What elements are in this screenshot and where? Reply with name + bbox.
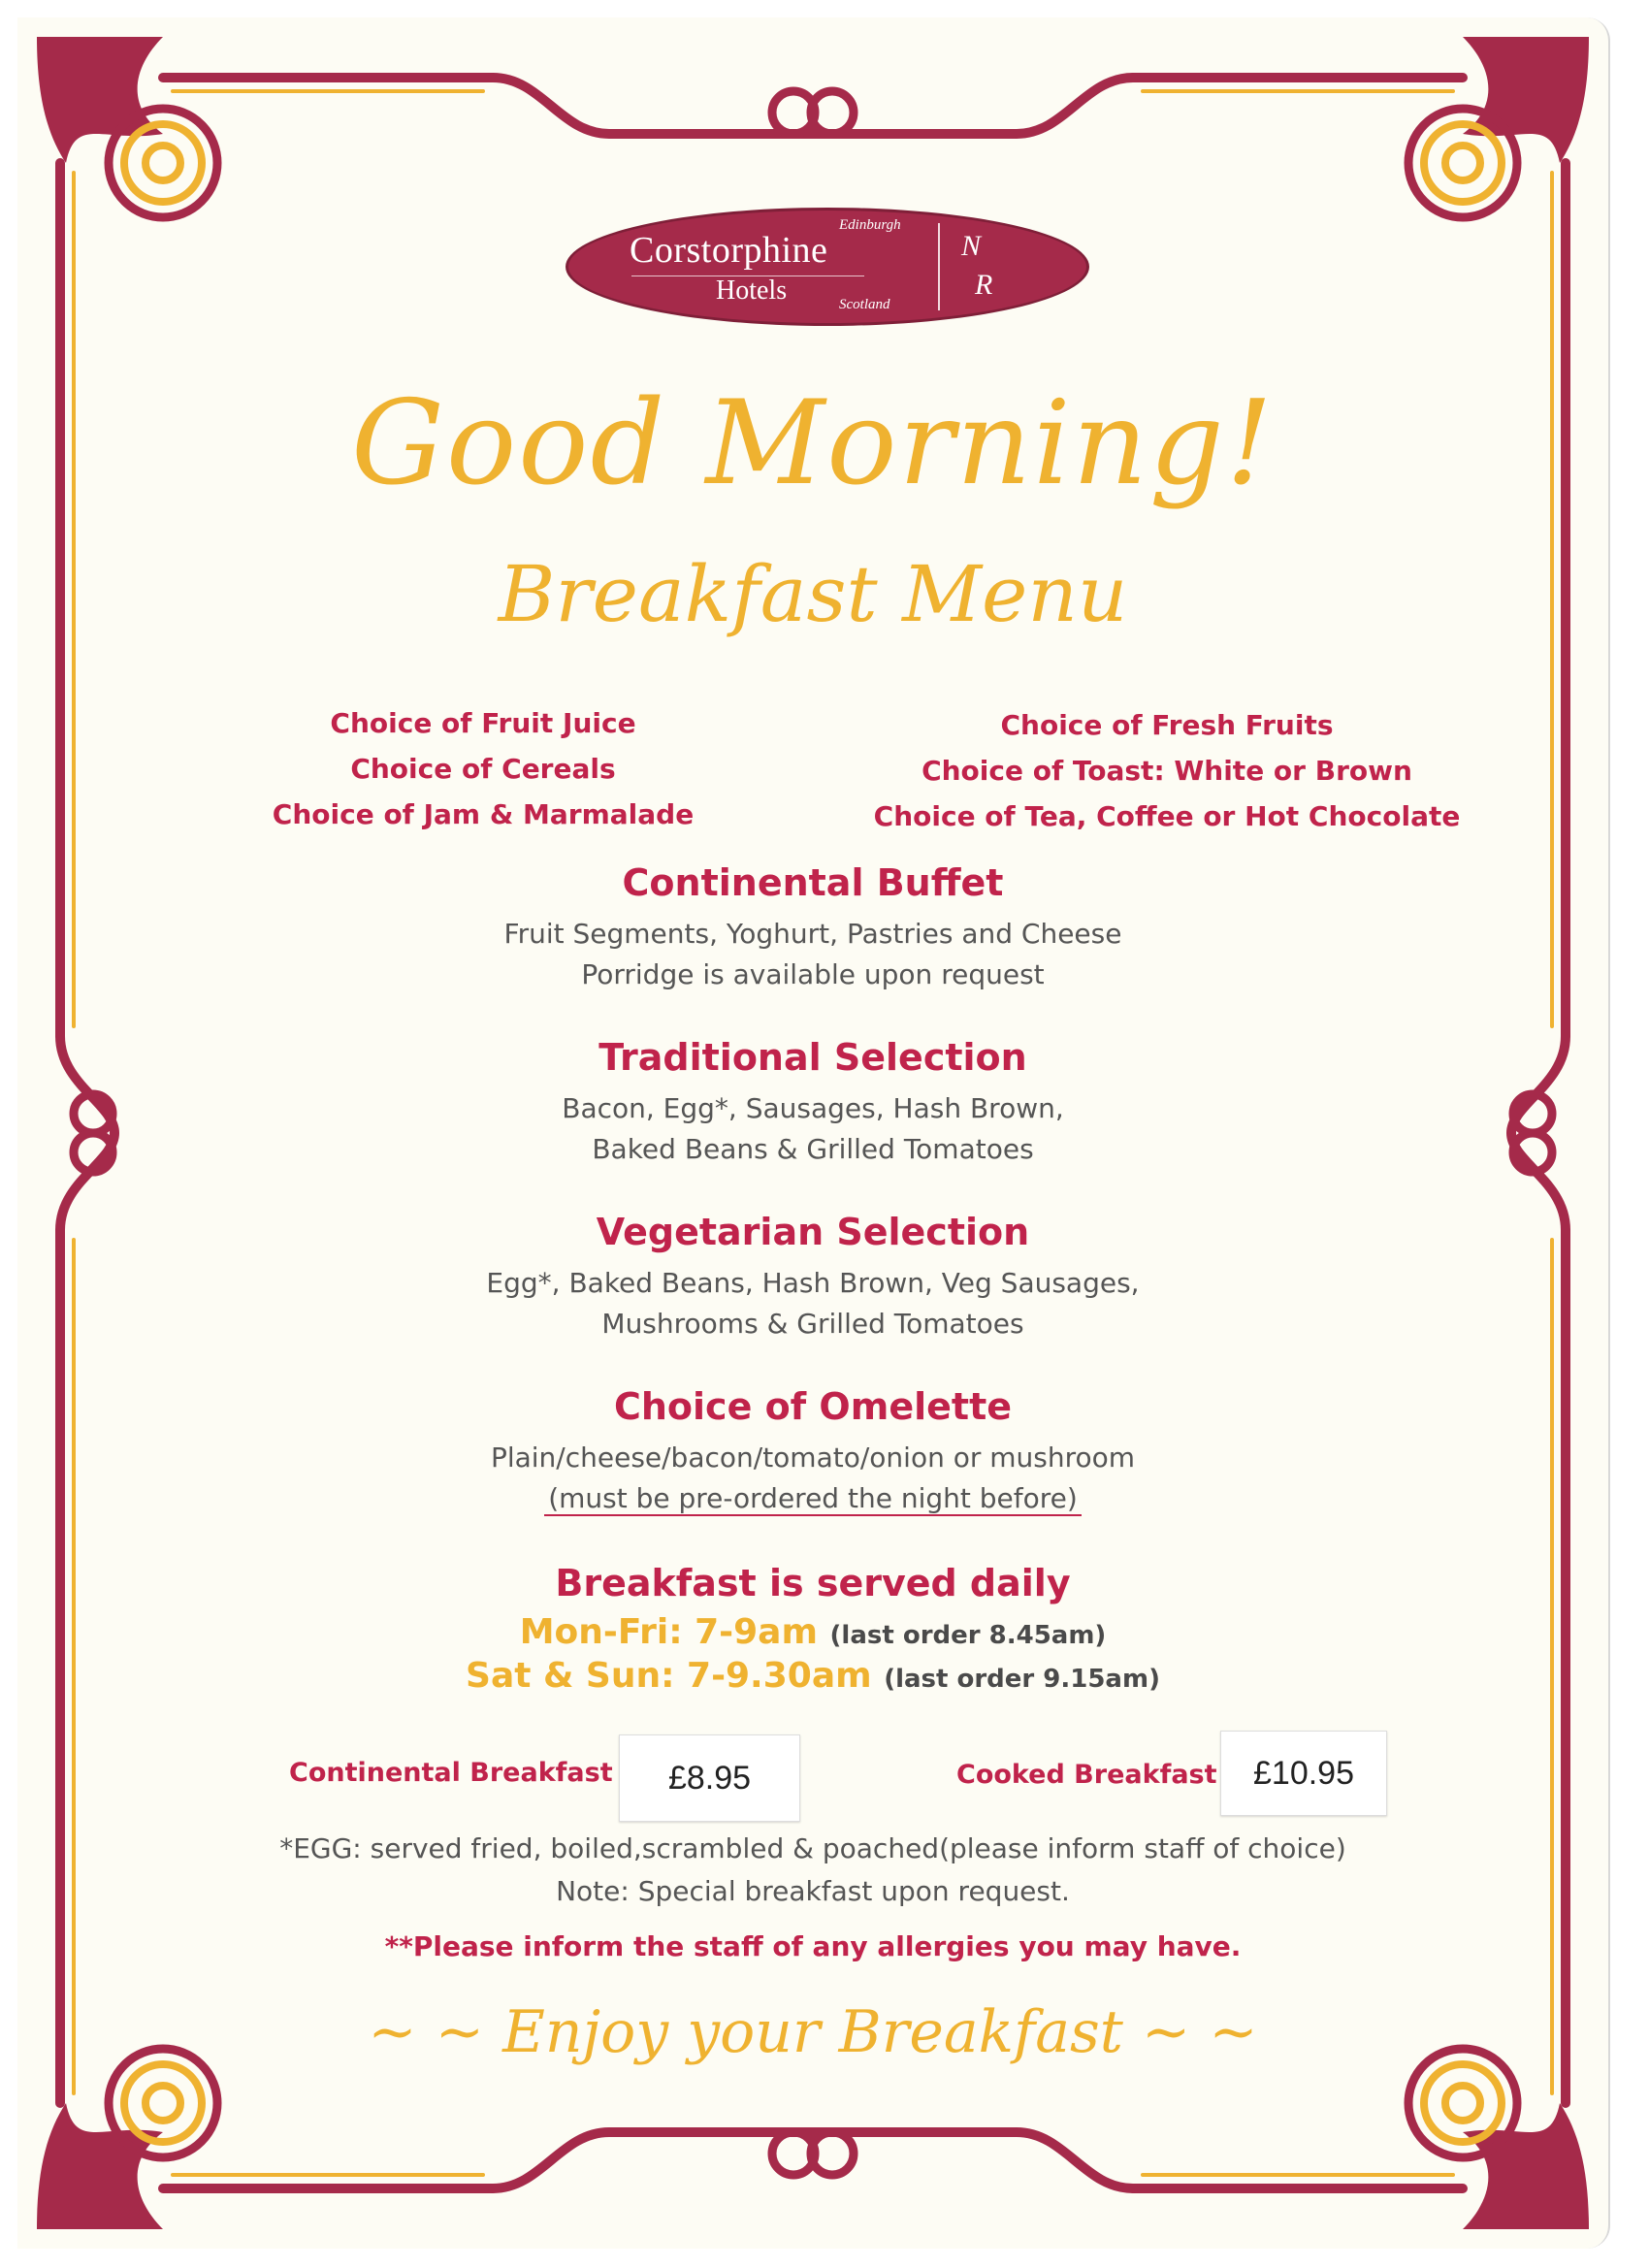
menu-sheet <box>17 17 1610 2249</box>
monogram-r: R <box>975 269 993 301</box>
logo-hotels: Hotels <box>716 275 788 306</box>
weekend-last-order: (last order 9.15am) <box>884 1665 1160 1694</box>
logo-monogram <box>961 227 992 305</box>
section-line: Bacon, Egg*, Sausages, Hash Brown, <box>562 1092 1064 1124</box>
choice-item: Choice of Cereals <box>350 753 616 785</box>
egg-footnote: *EGG: served fried, boiled,scrambled & poached(please inform staff of choice) <box>279 1832 1346 1864</box>
section-line: Plain/cheese/bacon/tomato/onion or mushroom <box>490 1442 1136 1474</box>
cooked-price-label: Cooked Breakfast <box>956 1760 1217 1790</box>
service-heading: Breakfast is served daily <box>555 1562 1071 1604</box>
continental-price-label: Continental Breakfast <box>289 1758 613 1788</box>
section-heading: Vegetarian Selection <box>596 1211 1030 1253</box>
page-subtitle: Breakfast Menu <box>498 549 1128 639</box>
preorder-note: (must be pre-ordered the night before) <box>544 1482 1082 1516</box>
choice-item: Choice of Fresh Fruits <box>1000 709 1334 741</box>
section-line: Mushrooms & Grilled Tomatoes <box>601 1308 1024 1340</box>
section-heading: Choice of Omelette <box>613 1385 1013 1428</box>
hotel-logo <box>566 208 1089 326</box>
section-omelette <box>17 1383 1608 1519</box>
service-hours <box>17 1560 1608 1696</box>
choice-item: Choice of Fruit Juice <box>330 707 636 739</box>
section-heading: Traditional Selection <box>598 1036 1027 1079</box>
choices-left <box>153 700 813 837</box>
weekday-last-order: (last order 8.45am) <box>829 1621 1107 1650</box>
choice-item: Choice of Tea, Coffee or Hot Chocolate <box>873 800 1461 832</box>
logo-divider <box>938 223 940 310</box>
weekday-hours: Mon-Fri: 7-9am <box>519 1612 818 1652</box>
section-vegetarian <box>17 1209 1608 1345</box>
section-line: Baked Beans & Grilled Tomatoes <box>592 1133 1034 1165</box>
weekend-hours: Sat & Sun: 7-9.30am <box>466 1656 872 1696</box>
continental-price: £8.95 <box>619 1734 800 1822</box>
section-heading: Continental Buffet <box>622 861 1004 904</box>
choice-item: Choice of Toast: White or Brown <box>922 755 1412 787</box>
choices-right <box>803 702 1531 839</box>
monogram-n: N <box>961 230 982 262</box>
section-line: Fruit Segments, Yoghurt, Pastries and Cheese <box>503 918 1122 950</box>
closing-line: ~ ~ Enjoy your Breakfast ~ ~ <box>368 1998 1258 2066</box>
special-footnote: Note: Special breakfast upon request. <box>556 1875 1070 1907</box>
section-line: Porridge is available upon request <box>581 958 1045 990</box>
page-title: Good Morning! <box>351 376 1275 511</box>
logo-name: Corstorphine <box>630 230 828 271</box>
allergy-notice: **Please inform the staff of any allergies you may have. <box>384 1930 1242 1962</box>
section-line: Egg*, Baked Beans, Hash Brown, Veg Sausages, <box>486 1267 1140 1299</box>
logo-edinburgh: Edinburgh <box>839 217 901 233</box>
cooked-price: £10.95 <box>1220 1731 1387 1816</box>
section-continental <box>17 859 1608 995</box>
logo-scotland: Scotland <box>839 297 890 312</box>
section-traditional <box>17 1034 1608 1170</box>
choice-item: Choice of Jam & Marmalade <box>272 798 695 830</box>
